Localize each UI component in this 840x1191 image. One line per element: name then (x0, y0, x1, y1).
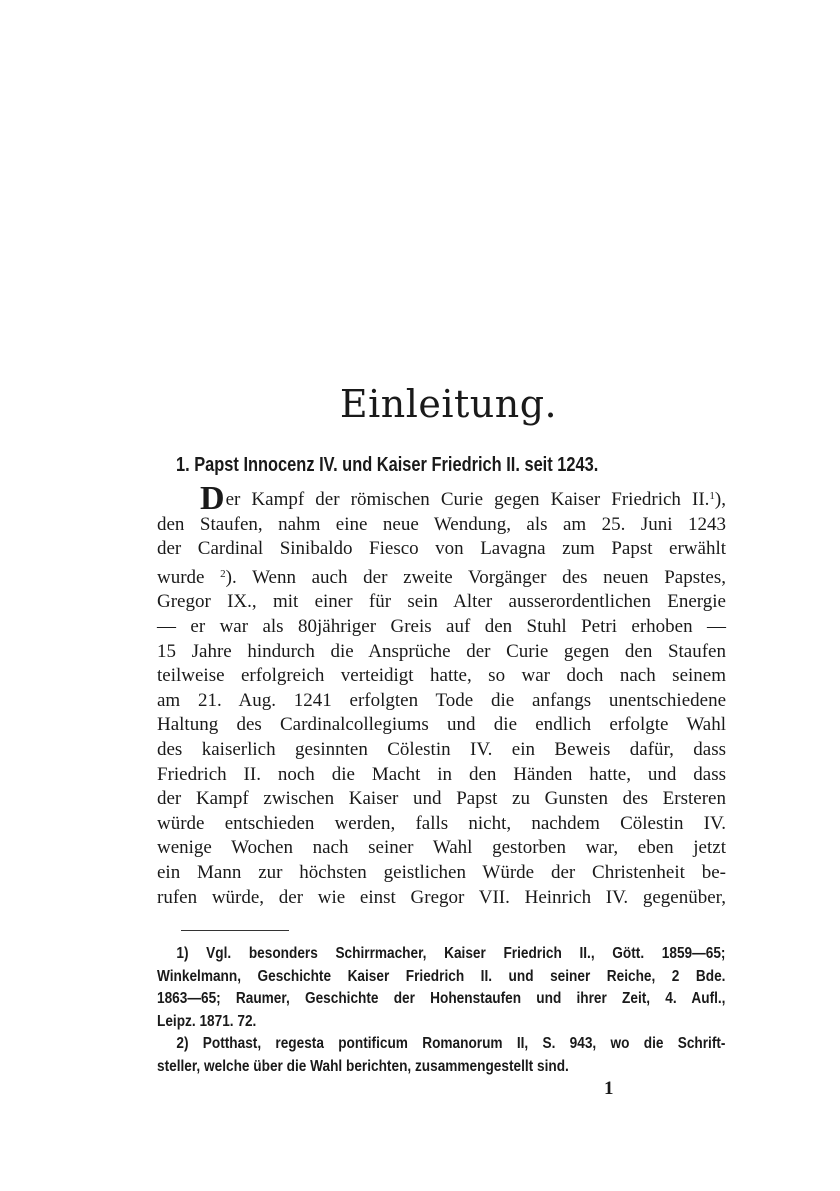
body-line: Haltung des Cardinalcollegiums und die endlich erfolgte Wahl (157, 714, 726, 736)
body-line: Gregor IX., mit einer für sein Alter ausserordentlichen Energie (157, 591, 726, 613)
footnote-line (157, 943, 725, 966)
footnote-line: 1863—65; Raumer, Geschichte der Hohenstaufen und ihrer Zeit, 4. Aufl., (157, 990, 726, 1008)
body-line: rufen würde, der wie einst Gregor VII. Heinrich IV. gegenüber, (157, 886, 726, 908)
footnote-ref: 1 (709, 490, 715, 502)
body-line: am 21. Aug. 1241 erfolgten Tode die anfangs unentschiedene (157, 689, 726, 711)
body-line: 15 Jahre hindurch die Ansprüche der Curie gegen den Staufen (157, 640, 726, 662)
body-line-text: Wenn auch der zweite Vorgänger des neuen Papstes, (252, 566, 726, 588)
footnote-text: 1) Vgl. besonders Schirrmacher, Kaiser Friedrich II., Gött. 1859—65; (176, 945, 726, 962)
drop-cap: D (200, 480, 225, 517)
body-line (157, 480, 726, 517)
footnote-divider (181, 930, 289, 931)
body-line-text: ). (225, 566, 237, 588)
footnote-ref: 2 (220, 567, 226, 580)
body-line: Friedrich II. noch die Macht in den Händen hatte, und dass (157, 763, 726, 785)
chapter-title: Einleitung. (339, 382, 558, 426)
body-line: der Kampf zwischen Kaiser und Papst zu Gunsten des Ersteren (157, 788, 726, 810)
footnote-line: steller, welche über die Wahl berichten, zusammengestellt sind. (157, 1057, 569, 1075)
body-line: — er war als 80jähriger Greis auf den Stuhl Petri erhoben — (157, 615, 726, 637)
body-line (157, 562, 726, 591)
body-line: den Staufen, nahm eine neue Wendung, als am 25. Juni 1243 (157, 513, 726, 535)
body-line: wenige Wochen nach seiner Wahl gestorben war, eben jetzt (157, 837, 726, 859)
page-number: 1 (604, 1078, 614, 1099)
body-line-text: er Kampf der römischen Curie gegen Kaiser Friedrich II. (225, 489, 710, 510)
footnote-text: 2) Potthast, regesta pontificum Romanorum II, S. 943, wo die Schrift- (176, 1035, 726, 1053)
footnote-line: Leipz. 1871. 72. (157, 1012, 257, 1030)
body-line: teilweise erfolgreich verteidigt hatte, so war doch nach seinem (157, 665, 726, 687)
footnote-line (157, 1033, 725, 1056)
footnotes (157, 943, 726, 1079)
body-paragraph (157, 480, 726, 910)
body-line-text: wurde (157, 566, 205, 588)
body-line: des kaiserlich gesinnten Cölestin IV. ein Beweis dafür, dass (157, 738, 726, 760)
section-heading: 1. Papst Innocenz IV. und Kaiser Friedrich II. seit 1243. (176, 453, 599, 476)
body-line-text: ), (714, 489, 726, 510)
footnote-line: Winkelmann, Geschichte Kaiser Friedrich II. und seiner Reiche, 2 Bde. (157, 967, 726, 985)
body-line: würde entschieden werden, falls nicht, nachdem Cölestin IV. (157, 812, 726, 834)
body-line: ein Mann zur höchsten geistlichen Würde der Christenheit be- (157, 861, 726, 883)
body-line: der Cardinal Sinibaldo Fiesco von Lavagna zum Papst erwählt (157, 538, 726, 560)
